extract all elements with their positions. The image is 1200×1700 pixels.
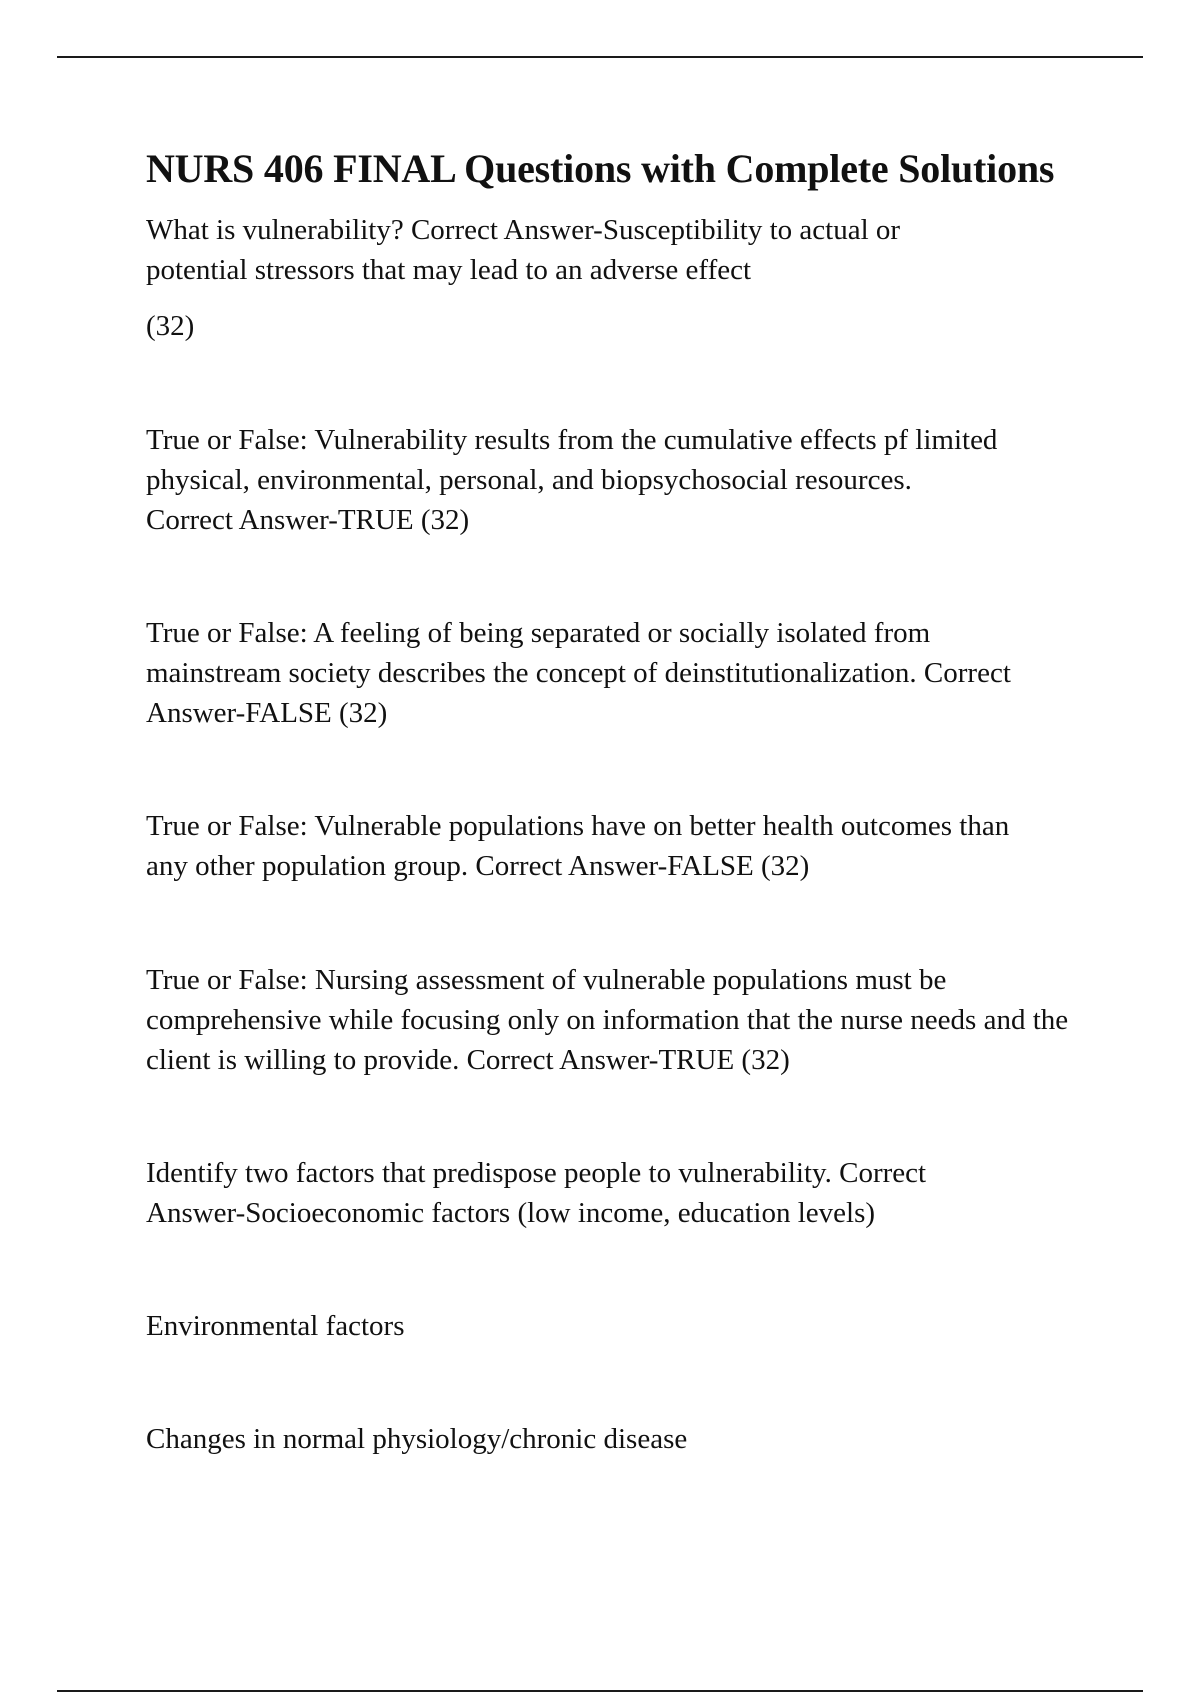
document-title: NURS 406 FINAL Questions with Complete Solutions	[146, 146, 1055, 191]
answer-reference: (32)	[146, 310, 195, 342]
document-body	[146, 140, 1106, 1459]
question-health-outcomes: True or False: Vulnerable populations have on better health outcomes than any other population group. Correct Answer-FALSE (32)	[146, 810, 1010, 882]
question-deinstitutionalization: True or False: A feeling of being separated or socially isolated from mainstream society describes the concept of deinstitutionalization. Correct Answer-FALSE (32)	[146, 617, 1011, 729]
question-predisposing-factors: Identify two factors that predispose people to vulnerability. Correct Answer-Socioeconomic factors (low income, education levels)	[146, 1157, 927, 1229]
top-rule	[57, 56, 1143, 58]
question-vulnerability-definition: What is vulnerability? Correct Answer-Susceptibility to actual or potential stressors that may lead to an adverse effect	[146, 214, 901, 286]
factor-physiology: Changes in normal physiology/chronic disease	[146, 1423, 688, 1455]
question-nursing-assessment: True or False: Nursing assessment of vulnerable populations must be comprehensive while focusing only on information that the nurse needs and the client is willing to provide. Correct Answer-TRUE (32)	[146, 964, 1069, 1076]
question-cumulative-effects: True or False: Vulnerability results from the cumulative effects pf limited physical, environmental, personal, and biopsychosocial resources. Correct Answer-TRUE (32)	[146, 424, 998, 536]
factor-environmental: Environmental factors	[146, 1310, 405, 1342]
bottom-rule	[57, 1690, 1143, 1692]
